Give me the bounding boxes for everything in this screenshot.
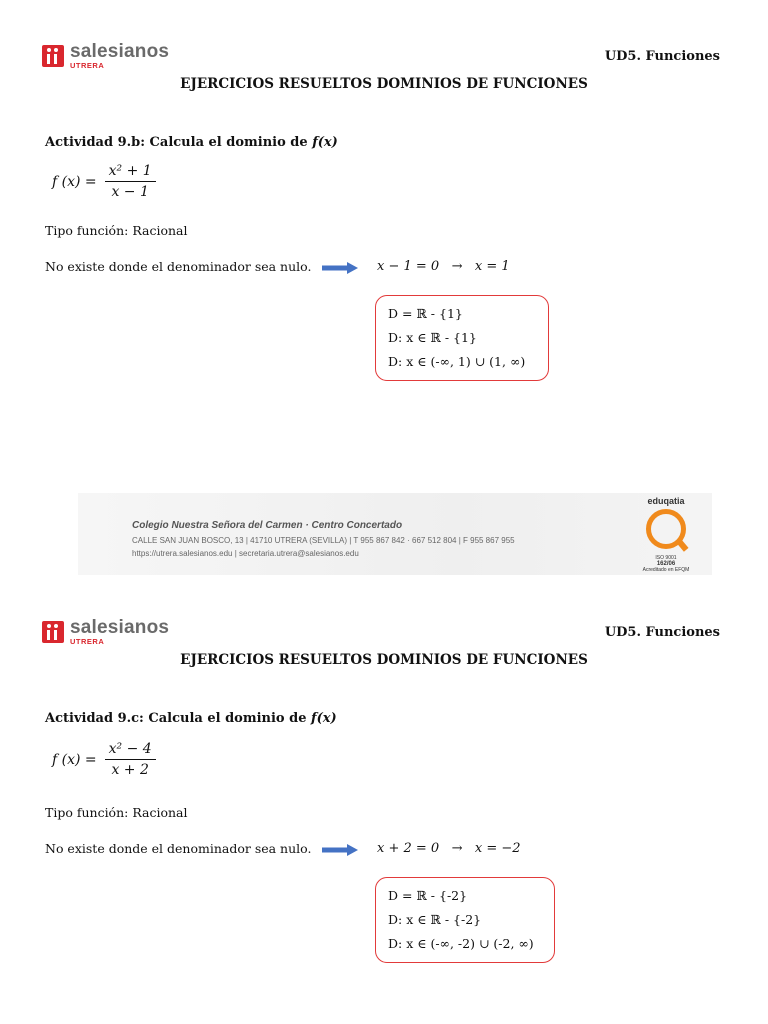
logo-sub: UTRERA <box>70 637 105 646</box>
function-type: Tipo función: Racional <box>45 223 188 238</box>
domain-line: D: x ∈ (-∞, -2) ∪ (-2, ∞) <box>388 936 534 951</box>
logo-sub: UTRERA <box>70 61 105 70</box>
salesianos-logo <box>42 618 169 646</box>
unit-label: UD5. Funciones <box>604 625 720 640</box>
footer-address: CALLE SAN JUAN BOSCO, 13 | 41710 UTRERA (SEVILLA) | T 955 867 842 · 667 512 804 | F 955 867 955 <box>132 536 515 545</box>
formula-numerator: x² − 4 <box>105 741 156 760</box>
denominator-equation: x − 1 = 0 → x = 1 <box>377 259 510 274</box>
formula-numerator: x² + 1 <box>105 163 156 182</box>
page-title: EJERCICIOS RESUELTOS DOMINIOS DE FUNCIONES <box>180 652 588 668</box>
page-title: EJERCICIOS RESUELTOS DOMINIOS DE FUNCIONES <box>180 76 588 92</box>
domain-result-box <box>375 877 555 963</box>
function-formula <box>52 741 156 778</box>
activity-heading: Actividad 9.c: Calcula el dominio de f(x) <box>45 711 337 726</box>
quality-q-icon <box>646 509 686 549</box>
logo-mark-icon <box>42 45 64 67</box>
formula-lhs: f (x) = <box>52 751 97 768</box>
formula-denominator: x + 2 <box>111 762 149 778</box>
right-arrow-icon <box>322 844 358 856</box>
badge-label: eduqatia <box>647 496 685 506</box>
condition-text: No existe donde el denominador sea nulo. <box>45 259 312 274</box>
badge-number: 162/06 <box>656 561 676 567</box>
formula-lhs: f (x) = <box>52 173 97 190</box>
domain-line: D: x ∈ (-∞, 1) ∪ (1, ∞) <box>388 354 526 369</box>
domain-result-box <box>375 295 549 381</box>
domain-line: D = ℝ - {1} <box>388 306 463 321</box>
function-formula <box>52 163 156 200</box>
domain-line: D = ℝ - {-2} <box>388 888 468 903</box>
salesianos-logo <box>42 42 169 70</box>
footer-school: Colegio Nuestra Señora del Carmen · Centro Concertado <box>132 520 403 531</box>
condition-text: No existe donde el denominador sea nulo. <box>45 841 312 856</box>
eduqatia-badge <box>634 496 698 573</box>
right-arrow-icon <box>322 262 358 274</box>
domain-line: D: x ∈ ℝ - {-2} <box>388 912 482 927</box>
logo-name: salesianos <box>70 41 170 62</box>
logo-mark-icon <box>42 621 64 643</box>
formula-denominator: x − 1 <box>111 184 149 200</box>
function-type: Tipo función: Racional <box>45 805 188 820</box>
page-footer <box>78 493 712 575</box>
footer-web: https://utrera.salesianos.edu | secretaria.utrera@salesianos.edu <box>132 549 359 558</box>
domain-line: D: x ∈ ℝ - {1} <box>388 330 477 345</box>
activity-heading: Actividad 9.b: Calcula el dominio de f(x) <box>45 135 338 150</box>
badge-iso: ISO 9001 <box>655 555 677 561</box>
unit-label: UD5. Funciones <box>604 49 720 64</box>
logo-name: salesianos <box>70 617 170 638</box>
badge-note: Acreditado en EFQM <box>642 567 690 573</box>
denominator-equation: x + 2 = 0 → x = −2 <box>377 841 521 856</box>
